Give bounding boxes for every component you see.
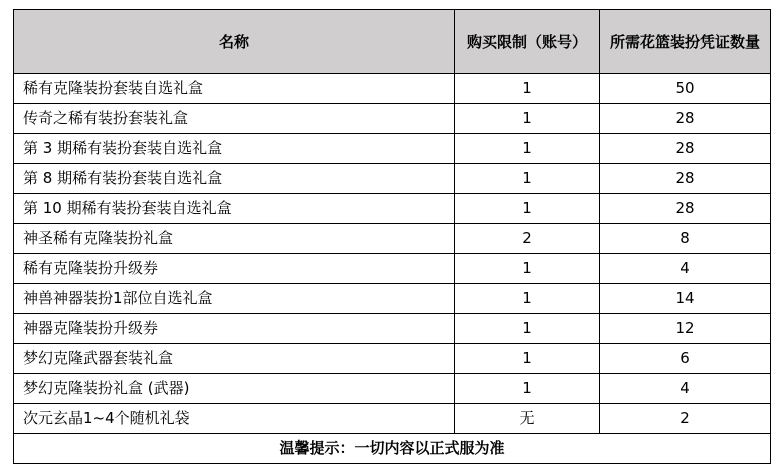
voucher-cost: 14: [600, 284, 771, 314]
table-row: [14, 134, 771, 164]
purchase-limit: 1: [455, 254, 600, 284]
voucher-cost: 4: [600, 374, 771, 404]
reward-exchange-table: [13, 9, 771, 464]
footer-row: [14, 434, 771, 464]
purchase-limit: 1: [455, 194, 600, 224]
purchase-limit: 1: [455, 164, 600, 194]
voucher-cost: 6: [600, 344, 771, 374]
table-row: [14, 224, 771, 254]
table-row: [14, 374, 771, 404]
purchase-limit: 1: [455, 134, 600, 164]
item-name: 神圣稀有克隆装扮礼盒: [14, 224, 455, 254]
purchase-limit: 1: [455, 374, 600, 404]
purchase-limit: 1: [455, 74, 600, 104]
item-name: 神器克隆装扮升级券: [14, 314, 455, 344]
purchase-limit: 1: [455, 344, 600, 374]
table-row: [14, 104, 771, 134]
table-row: [14, 254, 771, 284]
table-row: [14, 74, 771, 104]
header-purchase-limit: 购买限制（账号）: [455, 10, 600, 74]
purchase-limit: 无: [455, 404, 600, 434]
header-required-vouchers: 所需花篮装扮凭证数量: [600, 10, 771, 74]
purchase-limit: 1: [455, 284, 600, 314]
voucher-cost: 28: [600, 164, 771, 194]
item-name: 第 10 期稀有装扮套装自选礼盒: [14, 194, 455, 224]
table-row: [14, 194, 771, 224]
item-name: 神兽神器装扮1部位自选礼盒: [14, 284, 455, 314]
item-name: 稀有克隆装扮升级券: [14, 254, 455, 284]
item-name: 稀有克隆装扮套装自选礼盒: [14, 74, 455, 104]
item-name: 第 8 期稀有装扮套装自选礼盒: [14, 164, 455, 194]
item-name: 第 3 期稀有装扮套装自选礼盒: [14, 134, 455, 164]
item-name: 传奇之稀有装扮套装礼盒: [14, 104, 455, 134]
reward-table-container: [13, 9, 770, 464]
table-row: [14, 314, 771, 344]
voucher-cost: 28: [600, 194, 771, 224]
purchase-limit: 2: [455, 224, 600, 254]
table-row: [14, 344, 771, 374]
purchase-limit: 1: [455, 314, 600, 344]
voucher-cost: 12: [600, 314, 771, 344]
header-name: 名称: [14, 10, 455, 74]
table-row: [14, 284, 771, 314]
voucher-cost: 4: [600, 254, 771, 284]
item-name: 梦幻克隆装扮礼盒 (武器): [14, 374, 455, 404]
voucher-cost: 2: [600, 404, 771, 434]
item-name: 次元玄晶1~4个随机礼袋: [14, 404, 455, 434]
voucher-cost: 50: [600, 74, 771, 104]
purchase-limit: 1: [455, 104, 600, 134]
table-row: [14, 404, 771, 434]
voucher-cost: 8: [600, 224, 771, 254]
table-row: [14, 164, 771, 194]
voucher-cost: 28: [600, 104, 771, 134]
item-name: 梦幻克隆武器套装礼盒: [14, 344, 455, 374]
footer-note: 温馨提示：一切内容以正式服为准: [14, 434, 771, 464]
table-header-row: [14, 10, 771, 74]
voucher-cost: 28: [600, 134, 771, 164]
